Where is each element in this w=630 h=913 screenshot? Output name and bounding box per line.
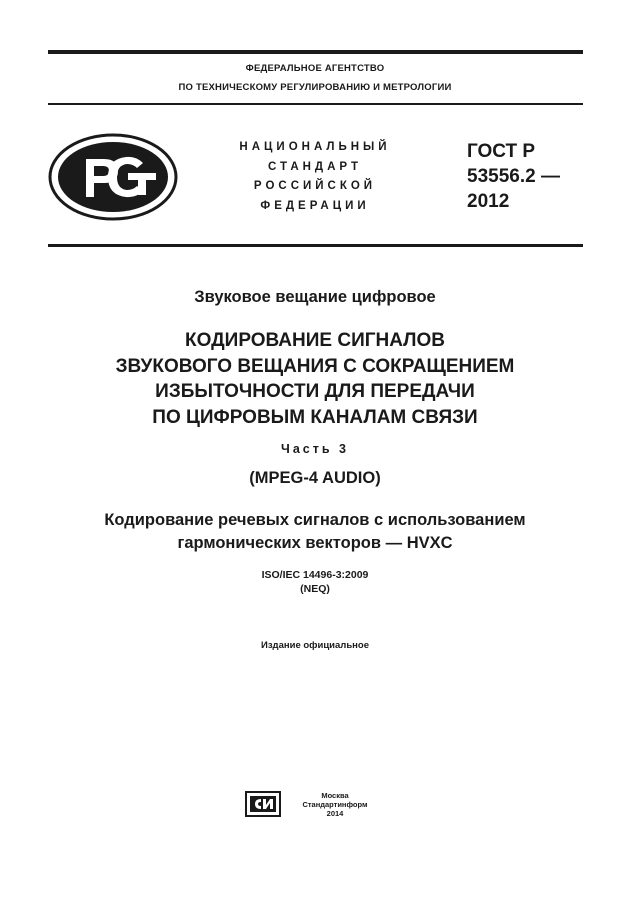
publisher-name: Стандартинформ [302,800,368,809]
national-standard-block [220,138,410,216]
rst-emblem-svg [48,133,178,221]
document-subtitle: Звуковое вещание цифровое [194,288,436,306]
document-title [0,328,630,430]
publisher-year: 2014 [326,809,344,818]
part-label: Часть 3 [281,442,349,456]
subject-line-1: Кодирование речевых сигналов с использованием [104,511,526,529]
iso-reference [0,568,630,596]
top-rule [48,50,583,54]
agency-line-1: ФЕДЕРАЛЬНОЕ АГЕНТСТВО [245,63,385,74]
title-line-4: ПО ЦИФРОВЫМ КАНАЛАМ СВЯЗИ [152,406,478,428]
national-standard-line-1: НАЦИОНАЛЬНЫЙ [239,141,391,153]
national-standard-line-4: ФЕДЕРАЦИИ [260,199,370,212]
title-line-2: ЗВУКОВОГО ВЕЩАНИЯ С СОКРАЩЕНИЕМ [115,355,515,377]
gost-line-3: 2012 [467,191,510,212]
standartinform-logo-icon [245,791,281,817]
document-subject [0,509,630,555]
title-line-3: ИЗБЫТОЧНОСТИ ДЛЯ ПЕРЕДАЧИ [155,381,475,402]
gost-line-1: ГОСТ Р [467,141,536,162]
gost-line-2: 53556.2 — [467,166,560,187]
standartinform-logo-svg [245,791,281,817]
header-bottom-rule [48,244,583,247]
mpeg-label: (MPEG-4 AUDIO) [249,469,381,487]
title-line-1: КОДИРОВАНИЕ СИГНАЛОВ [185,330,445,351]
rst-emblem-icon [48,133,178,221]
agency-line-2: ПО ТЕХНИЧЕСКОМУ РЕГУЛИРОВАНИЮ И МЕТРОЛОГИИ [178,82,452,93]
iso-line-2: (NEQ) [300,583,330,595]
gost-designation [467,139,587,214]
publisher-block [285,791,385,818]
iso-line-1: ISO/IEC 14496-3:2009 [261,569,369,581]
national-standard-line-3: РОССИЙСКОЙ [253,180,377,192]
publisher-city: Москва [321,791,349,800]
header-divider [48,103,583,105]
national-standard-line-2: СТАНДАРТ [268,160,362,173]
edition-label: Издание официальное [261,640,369,651]
subject-line-2: гармонических векторов — HVXC [177,534,453,552]
